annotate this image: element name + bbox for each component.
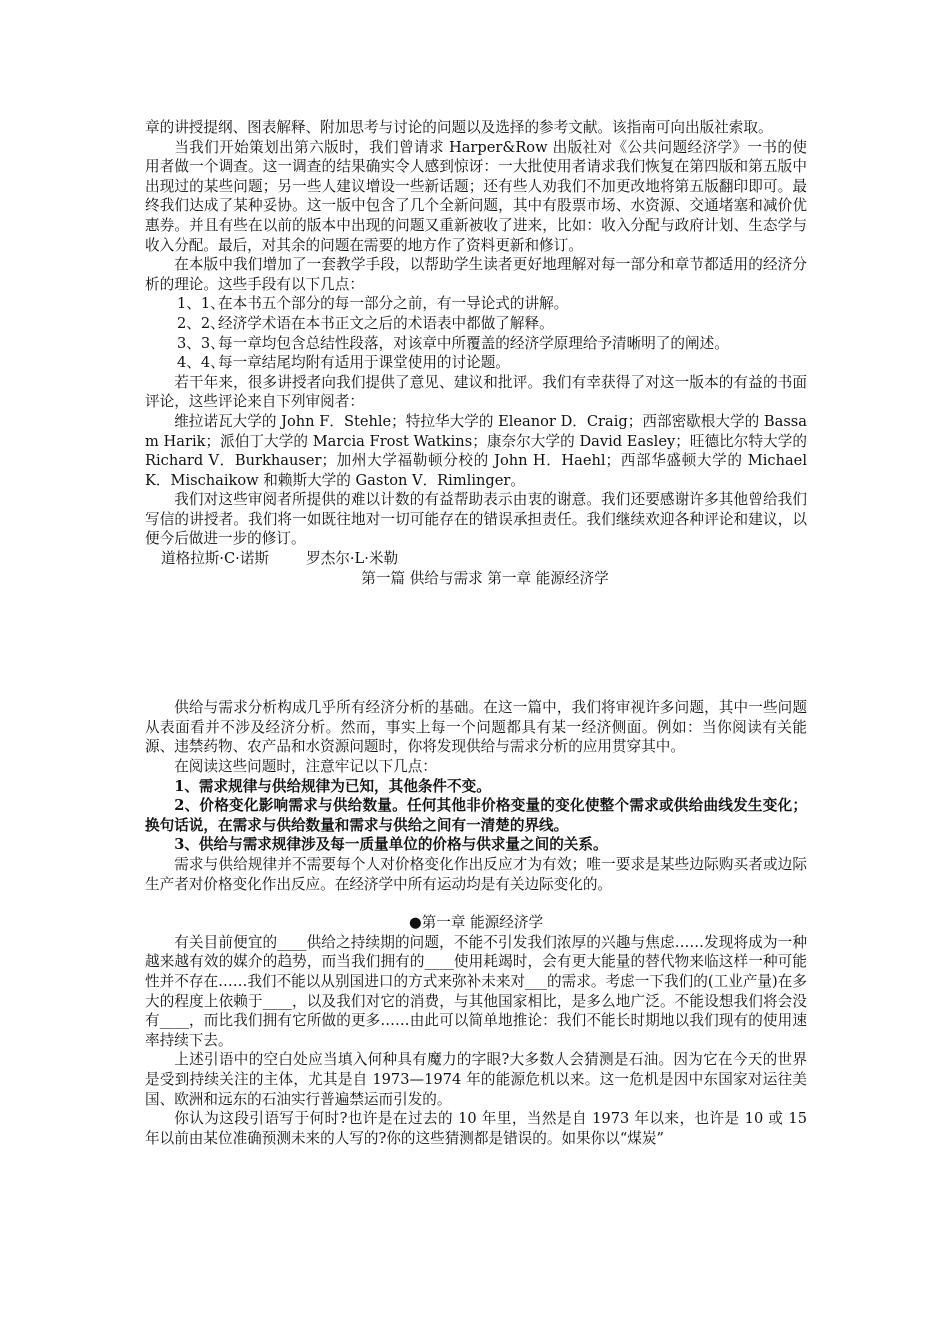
teaching-aid-item (145, 294, 807, 314)
part-intro-paragraph: 供给与需求分析构成几乎所有经济分析的基础。在这一篇中，我们将审视许多问题，其中一些问题从表面看并不涉及经济分析。然而，事实上每一个问题都具有某一经济侧面。例如：当你阅读有关能源、违禁药物、农产品和水资源问题时，你将发现供给与需求分析的应用贯穿其中。 (145, 699, 807, 756)
reviewers-intro-paragraph: 若干年来，很多讲授者向我们提供了意见、建议和批评。我们有幸获得了对这一版本的有益的书面评论，这些评论来自下列审阅者： (145, 373, 807, 411)
teaching-aid-number: 2、2、 (177, 314, 225, 332)
key-point: 3、供给与需求规律涉及每一质量单位的价格与供求量之间的关系。 (174, 836, 608, 854)
teaching-aid-number: 4、4、 (177, 354, 225, 372)
teaching-aid-text: 每一章均包含总结性段落，对该章中所覆盖的经济学原理给予清晰明了的阐述。 (218, 334, 729, 352)
key-point: 2、价格变化影响需求与供给数量。任何其他非价格变量的变化使整个需求或供给曲线发生变化；换句话说，在需求与供给数量和需求与供给之间有一清楚的界线。 (145, 797, 807, 834)
teaching-aid-text: 在本书五个部分的每一部分之前，有一导论式的讲解。 (218, 295, 569, 313)
chapter-quote-paragraph: 有关目前便宜的____供给之持续期的问题，不能不引发我们浓厚的兴趣与焦虑……发现将成为一种越来越有效的媒介的趋势，而当我们拥有的____使用耗竭时，会有更大能量的替代物来临这样一种可能性并不存在……我们不能以从别国进口的方式来弥补未来对___的需求。考虑一下我们的(工业产量)在多大的程度上依赖于____，以及我们对它的消费，与其他国家相比，是多么地广泛。不能设想我们将会没有____，而比我们拥有它所做的更多……由此可以简单地推论：我们不能长时期地以我们现有的使用速率持续下去。 (145, 933, 807, 1049)
part-heading: 第一篇 供给与需求 第一章 能源经济学 (361, 569, 609, 587)
author-signature: 道格拉斯·C·诺斯 罗杰尔·L·米勒 (161, 550, 399, 568)
chapter-paragraph: 你认为这段引语写于何时?也许是在过去的 10 年里，当然是自 1973 年以来，也许是 10 或 15 年以前由某位准确预测未来的人写的?你的这些猜测都是错误的。如果你以“煤炭” (145, 1110, 807, 1147)
preface-continuation: 章的讲授提纲、图表解释、附加思考与讨论的问题以及选择的参考文献。该指南可向出版社索取。 (145, 119, 773, 136)
reviewers-list-paragraph: 维拉诺瓦大学的 John F．Stehle；特拉华大学的 Eleanor D．Craig；西部密歇根大学的 Bassam Harik；派伯丁大学的 Marcia Frost Watkins；康奈尔大学的 David Easley；旺德比尔特大学的 Richard V．Burkhauser；加州大学福勒顿分校的 John H．Haehl；西部华盛顿大学的 Michael K．Mischaikow 和赖斯大学的 Gaston V．Rimlinger。 (145, 412, 807, 489)
document-page (145, 118, 807, 1148)
key-point: 1、需求规律与供给规律为已知，其他条件不变。 (174, 777, 491, 795)
blank-space (145, 894, 807, 913)
chapter-paragraph: 上述引语中的空白处应当填入何种具有魔力的字眼?大多数人会猜测是石油。因为它在今天的世界是受到持续关注的主体，尤其是自 1973—1974 年的能源危机以来。这一危机是因中东国家对运往美国、欧洲和远东的石油实行普遍禁运而引发的。 (145, 1051, 807, 1108)
chapter-heading: ●第一章 能源经济学 (408, 914, 544, 932)
teaching-aid-number: 3、3、 (177, 334, 225, 352)
teaching-aid-text: 每一章结尾均附有适用于课堂使用的讨论题。 (218, 354, 510, 372)
teaching-aid-item (145, 334, 807, 354)
part-intro-reminder: 在阅读这些问题时，注意牢记以下几点： (174, 758, 437, 776)
teaching-aid-text: 经济学术语在本书正文之后的术语表中都做了解释。 (218, 314, 554, 332)
preface-survey-paragraph: 当我们开始策划出第六版时，我们曾请求 Harper&Row 出版社对《公共问题经济学》一书的使用者做一个调查。这一调查的结果确实令人感到惊讶：一大批使用者请求我们恢复在第四版和第五版中出现过的某些问题；另一些人建议增设一些新话题；还有些人劝我们不加更改地将第五版翻印即可。最终我们达成了某种妥协。这一版中包含了几个全新问题，其中有股票市场、水资源、交通堵塞和减价优惠券。并且有些在以前的版本中出现的问题又重新被收了进来，比如：收入分配与政府计划、生态学与收入分配。最后，对其余的问题在需要的地方作了资料更新和修订。 (145, 138, 807, 254)
preface-teaching-aids-intro: 在本版中我们增加了一套教学手段，以帮助学生读者更好地理解对每一部分和章节都适用的经济分析的理论。这些手段有以下几点： (145, 256, 807, 293)
acknowledgement-paragraph: 我们对这些审阅者所提供的难以计数的有益帮助表示由衷的谢意。我们还要感谢许多其他曾给我们写信的讲授者。我们将一如既往地对一切可能存在的错误承担责任。我们继续欢迎各种评论和建议，以便今后做进一步的修订。 (145, 491, 807, 548)
part-closing-paragraph: 需求与供给规律并不需要每个人对价格变化作出反应才为有效；唯一要求是某些边际购买者或边际生产者对价格变化作出反应。在经济学中所有运动均是有关边际变化的。 (145, 856, 807, 893)
teaching-aid-item (145, 353, 807, 373)
teaching-aid-number: 1、1、 (177, 295, 225, 313)
teaching-aid-item (145, 314, 807, 334)
blank-space (145, 588, 807, 698)
